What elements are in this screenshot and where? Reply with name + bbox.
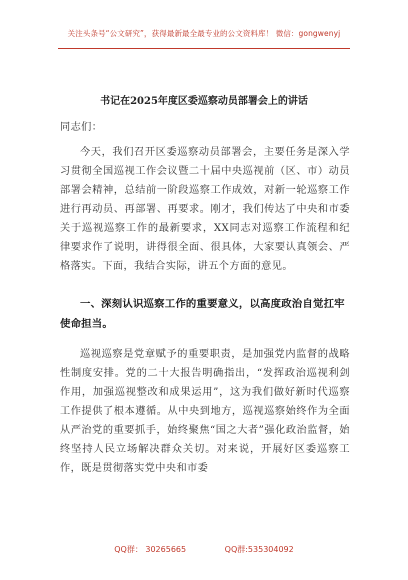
section-heading-1: 一、深刻认识巡察工作的重要意义，以高度政治自觉扛牢使命担当。: [60, 298, 345, 330]
header-banner: 关注头条号“公文研究”，获得最新最全最专业的公文资料库！ 微信：gongwenyj: [67, 29, 341, 38]
footer: [0, 544, 408, 555]
paragraph-2: 巡视巡察是党章赋予的重要职责，是加强党内监督的战略性制度安排。党的二十大报告明确指出，“发挥政治巡视利剑作用，加强巡视整改和成果运用”，这为我们做好新时代巡察工作提供了根本遵循。从中央到地方，巡视巡察始终作为全面从严治党的重要抓手，始终聚焦“国之大者”强化政治监督，始终坚持人民立场解决群众关切。对来说，开展好区委巡察工作，既是贯彻落实党中央和市委: [60, 349, 350, 474]
paragraph-1: 今天，我们召开区委巡察动员部署会，主要任务是深入学习贯彻全国巡视工作会议暨二十届中央巡视前（区、市）动员部署会精神，总结前一阶段巡察工作成效，对新一轮巡察工作进行再动员、再部署、再要求。刚才，我们传达了中央和市委关于巡视巡察工作的最新要求，XX同志对巡察工作流程和纪律要求作了说明，讲得很全面、很具体，大家要认真领会、严格落实。下面，我结合实际，讲五个方面的意见。: [60, 147, 350, 272]
salutation: 同志们：: [60, 122, 103, 133]
header-divider: [58, 48, 350, 49]
footer-qq-group-1: QQ群： 30265665: [114, 545, 187, 554]
footer-qq-group-2: QQ群:535304092: [224, 545, 294, 554]
document-title: 书记在2025年度区委巡察动员部署会上的讲话: [100, 96, 308, 107]
